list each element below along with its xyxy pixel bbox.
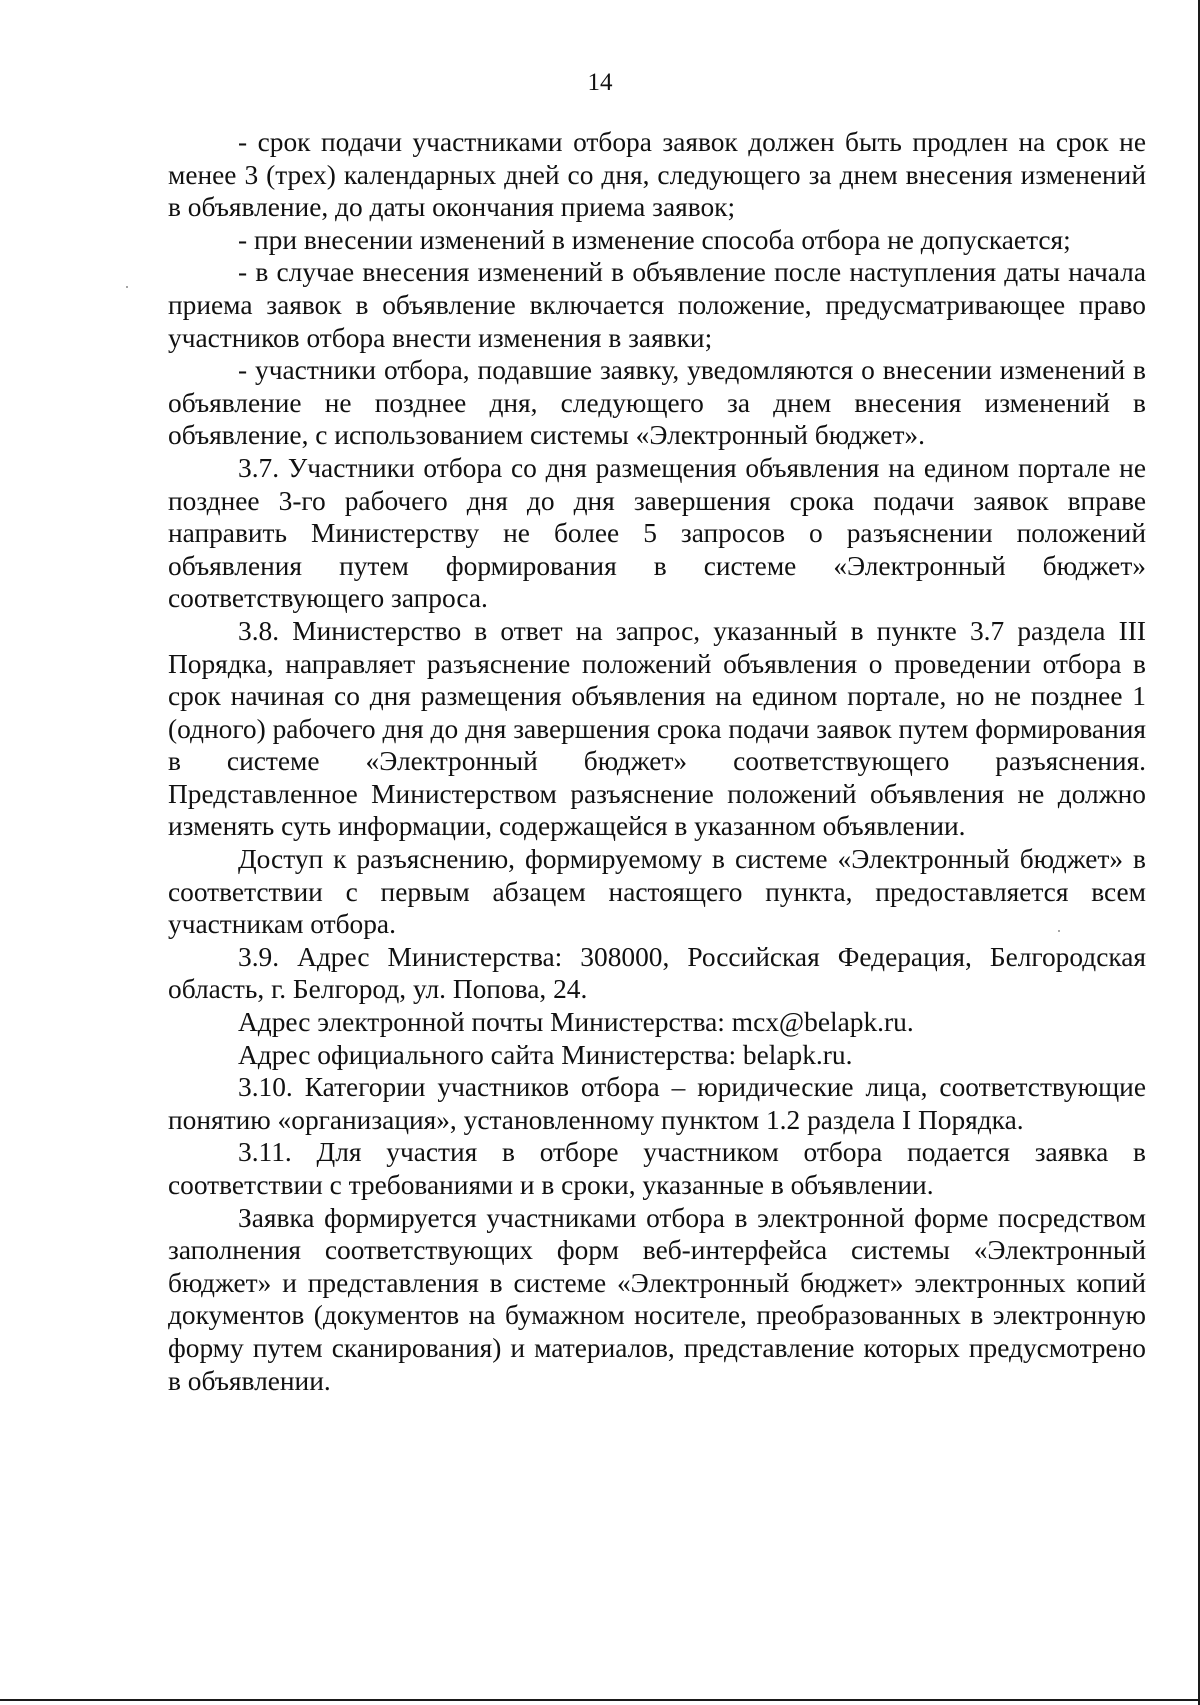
paragraph-website: Адрес официального сайта Министерства: belapk.ru. xyxy=(238,1039,853,1070)
paragraph-3-10: 3.10. Категории участников отбора – юридические лица, соответствующие понятию «организация», установленному пунктом 1.2 раздела I Порядка. xyxy=(168,1072,1146,1135)
paragraph-3-7: 3.7. Участники отбора со дня размещения объявления на едином портале не позднее 3-го рабочего дня до дня завершения срока подачи заявок вправе направить Министерству не более 5 запросов о разъяснении положений объявления путем формирования в системе «Электронный бюджет» соответствующего запроса. xyxy=(168,452,1146,614)
document-body xyxy=(168,126,1146,1397)
paragraph-3-11: 3.11. Для участия в отборе участником отбора подается заявка в соответствии с требованиями и в сроки, указанные в объявлении. xyxy=(168,1137,1146,1200)
paragraph-deadline-extension: - срок подачи участниками отбора заявок должен быть продлен на срок не менее 3 (трех) календарных дней со дня, следующего за днем внесения изменений в объявление, до даты окончания приема заявок; xyxy=(168,127,1146,223)
paragraph-3-8: 3.8. Министерство в ответ на запрос, указанный в пункте 3.7 раздела III Порядка, направляет разъяснение положений объявления о проведении отбора в срок начиная со дня размещения объявления на едином портале, но не позднее 1 (одного) рабочего дня до дня завершения срока подачи заявок путем формирования в системе «Электронный бюджет» соответствующего разъяснения. Представленное Министерством разъяснение положений объявления не должно изменять суть информации, содержащейся в указанном объявлении. xyxy=(168,615,1146,842)
paragraph-changes-after-start: - в случае внесения изменений в объявление после наступления даты начала приема заявок в объявление включается положение, предусматривающее право участников отбора внести изменения в заявки; xyxy=(168,257,1146,353)
scan-speck xyxy=(1058,930,1060,932)
paragraph-method-change: - при внесении изменений в изменение способа отбора не допускается; xyxy=(238,224,1071,255)
page-number: 14 xyxy=(587,69,613,96)
scan-speck xyxy=(126,286,128,288)
paragraph-participant-notice: - участники отбора, подавшие заявку, уведомляются о внесении изменений в объявление не позднее дня, следующего за днем внесения изменений в объявление, с использованием системы «Электронный бюджет». xyxy=(168,355,1146,451)
scan-edge-bottom xyxy=(0,1699,1200,1701)
paragraph-clarification-access: Доступ к разъяснению, формируемому в системе «Электронный бюджет» в соответствии с первым абзацем настоящего пункта, предоставляется всем участникам отбора. xyxy=(168,844,1146,940)
paragraph-3-9-address: 3.9. Адрес Министерства: 308000, Российская Федерация, Белгородская область, г. Белгород, ул. Попова, 24. xyxy=(168,941,1146,1005)
paragraph-application-form: Заявка формируется участниками отбора в электронной форме посредством заполнения соответствующих форм веб-интерфейса системы «Электронный бюджет» и представления в системе «Электронный бюджет» электронных копий документов (документов на бумажном носителе, преобразованных в электронную форму путем сканирования) и материалов, представление которых предусмотрено в объявлении. xyxy=(168,1202,1146,1396)
paragraph-email: Адрес электронной почты Министерства: mcx@belapk.ru. xyxy=(238,1007,914,1038)
